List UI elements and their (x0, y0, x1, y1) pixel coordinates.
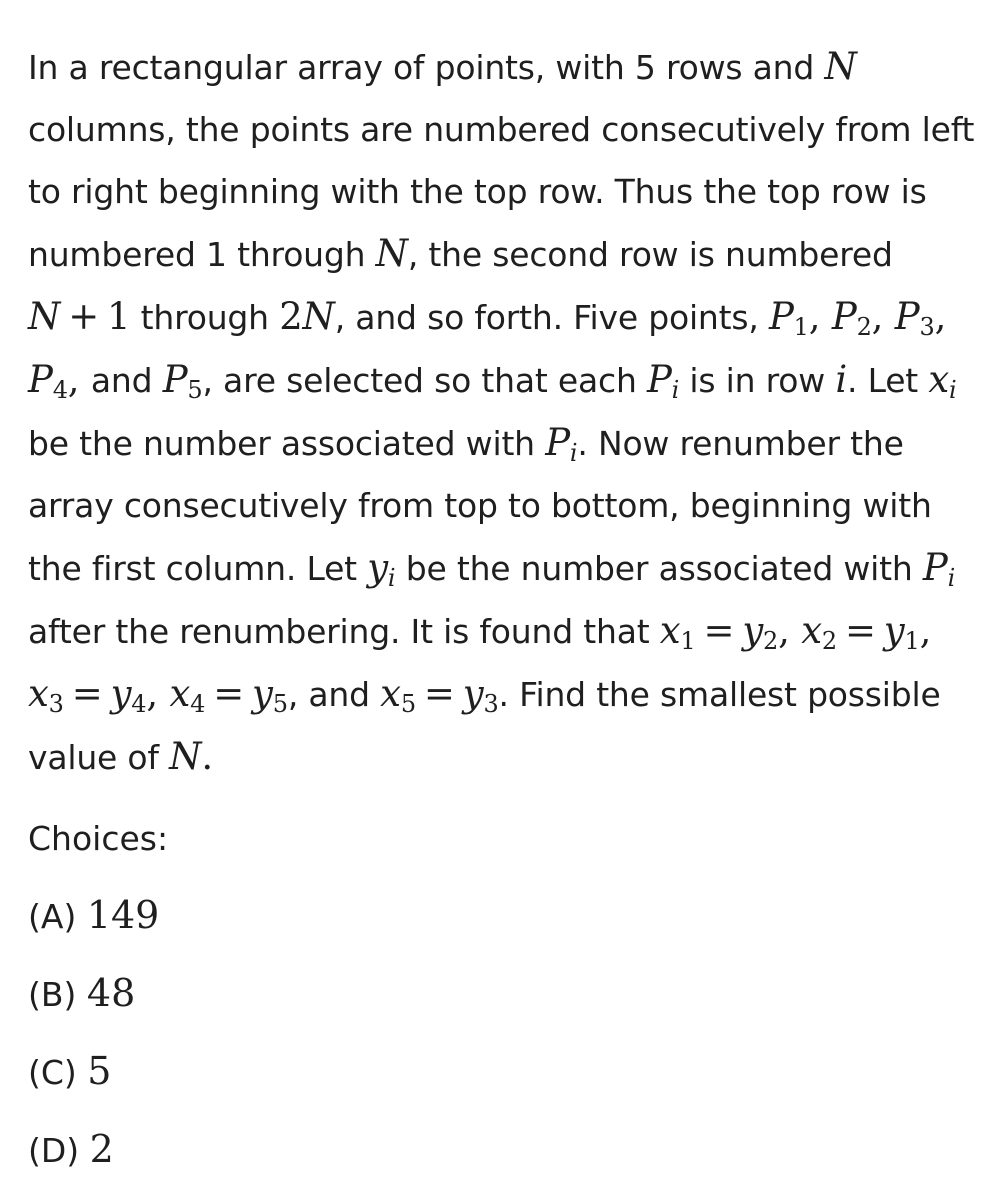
text-segment: , the second row is numbered (407, 235, 893, 274)
math-yi (367, 546, 396, 592)
math-one: 1 (107, 295, 131, 338)
text-segment: and (90, 361, 163, 400)
subscript: i (949, 376, 957, 404)
math-equals: = (844, 609, 876, 652)
text-segment: is in row (679, 361, 836, 400)
choice-b[interactable] (28, 973, 978, 1015)
subscript: i (387, 564, 396, 592)
choice-c[interactable] (28, 1051, 978, 1093)
math-P: P (831, 295, 857, 338)
choice-value: 149 (86, 893, 160, 937)
subscript: 5 (400, 690, 416, 718)
subscript: 3 (483, 690, 499, 718)
choice-value: 48 (86, 971, 136, 1015)
math-comma: , (934, 295, 947, 338)
math-N: N (28, 295, 61, 338)
subscript: 5 (272, 690, 288, 718)
subscript: 4 (52, 376, 68, 404)
math-period: . (201, 735, 213, 778)
math-x1 (659, 609, 696, 655)
math-Pi (545, 421, 578, 467)
math-comma: , (146, 672, 170, 715)
math-N: N (375, 232, 408, 275)
math-y: y (367, 546, 388, 589)
subscript: 2 (763, 627, 779, 655)
choice-a[interactable] (28, 895, 978, 937)
choices-label: Choices: (28, 819, 169, 858)
math-P5 (162, 358, 203, 404)
choice-letter: (C) (28, 1053, 88, 1092)
subscript: 4 (131, 690, 147, 718)
math-y4 (110, 672, 147, 718)
math-y2 (742, 609, 779, 655)
text-segment: columns, the points are numbered consecutively from left to right beginning with the top row. Thus the top row is numbered 1 through (28, 110, 975, 274)
math-P: P (28, 358, 53, 401)
subscript: 5 (187, 376, 203, 404)
math-plus: + (68, 295, 99, 338)
subscript: i (671, 376, 680, 404)
math-x: x (28, 672, 49, 715)
math-Pi (922, 546, 956, 592)
subscript: 2 (856, 313, 872, 341)
math-N: N (824, 45, 857, 88)
text-segment: . Now renumber the array consecutively from top to bottom, beginning with the first column. Let (28, 424, 932, 588)
math-P: P (162, 358, 188, 401)
text-segment: through (130, 298, 280, 337)
math-y: y (883, 609, 905, 652)
math-y5 (252, 672, 288, 718)
subscript: 3 (48, 690, 64, 718)
math-P1 (768, 295, 809, 341)
subscript: i (947, 564, 956, 592)
subscript: 4 (190, 690, 206, 718)
math-y: y (462, 672, 484, 715)
math-x3 (28, 672, 64, 718)
math-equals: = (71, 672, 103, 715)
math-x: x (928, 358, 950, 401)
text-segment: . Let (847, 361, 929, 400)
subscript: 1 (904, 627, 920, 655)
math-P: P (646, 358, 672, 401)
math-comma: , (808, 295, 832, 338)
choice-letter: (B) (28, 975, 87, 1014)
math-x5 (380, 672, 416, 718)
choice-letter: (D) (28, 1131, 90, 1170)
math-xi (928, 358, 957, 404)
math-y1 (883, 609, 920, 655)
text-segment: , and so forth. Five points, (334, 298, 769, 337)
math-P: P (894, 295, 920, 338)
question-content (28, 36, 978, 1171)
math-y: y (252, 672, 273, 715)
choice-value: 5 (87, 1049, 112, 1093)
text-segment: be the number associated with (395, 549, 923, 588)
math-x: x (380, 672, 401, 715)
math-P: P (545, 421, 570, 464)
math-two: 2 (279, 295, 303, 338)
math-y: y (742, 609, 764, 652)
math-comma: , (919, 609, 932, 652)
math-comma: , (67, 358, 91, 401)
math-x: x (169, 672, 191, 715)
math-P: P (768, 295, 794, 338)
text-segment: , are selected so that each (202, 361, 647, 400)
text-segment: In a rectangular array of points, with 5 rows and (28, 48, 825, 87)
math-y3 (462, 672, 499, 718)
subscript: 3 (919, 313, 935, 341)
math-Pi (646, 358, 680, 404)
math-P: P (922, 546, 948, 589)
choice-value: 2 (89, 1127, 114, 1171)
math-x4 (169, 672, 206, 718)
math-N: N (169, 735, 202, 778)
math-equals: = (703, 609, 735, 652)
math-comma: , (778, 609, 802, 652)
problem-text (28, 36, 978, 789)
subscript: 2 (821, 627, 837, 655)
text-segment: , and (287, 675, 381, 714)
subscript: i (569, 439, 578, 467)
math-x: x (659, 609, 681, 652)
math-comma: , (871, 295, 895, 338)
text-segment: be the number associated with (28, 424, 546, 463)
math-y: y (110, 672, 132, 715)
math-equals: = (423, 672, 455, 715)
math-P3 (894, 295, 935, 341)
subscript: 1 (793, 313, 809, 341)
choice-d[interactable] (28, 1129, 978, 1171)
math-N: N (302, 295, 335, 338)
math-i: i (835, 358, 848, 401)
math-P2 (831, 295, 872, 341)
subscript: 1 (680, 627, 696, 655)
math-equals: = (213, 672, 245, 715)
text-segment: . Find the smallest possible value of (28, 675, 941, 777)
math-x2 (801, 609, 837, 655)
text-segment: after the renumbering. It is found that (28, 612, 660, 651)
math-x: x (801, 609, 822, 652)
math-P4 (28, 358, 68, 404)
choice-letter: (A) (28, 897, 87, 936)
